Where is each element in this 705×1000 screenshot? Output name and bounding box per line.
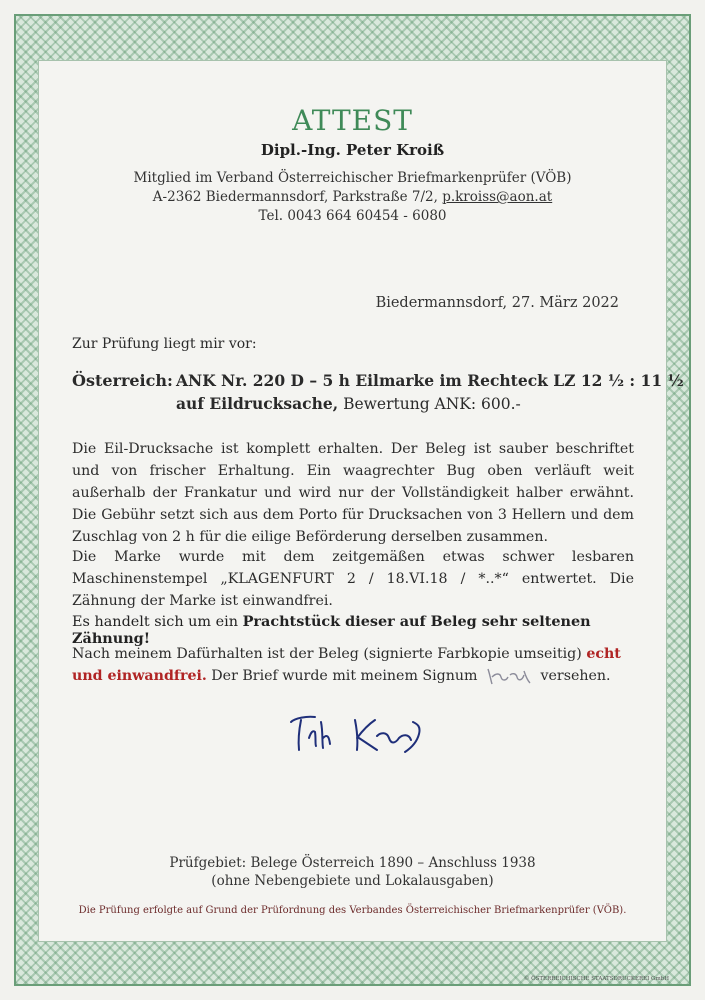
- subject-country: Österreich:: [72, 371, 173, 390]
- membership-line: Mitglied im Verband Österreichischer Briefmarkenprüfer (VÖB): [133, 170, 572, 186]
- signature: [285, 708, 435, 762]
- examiner-name: Dipl.-Ing. Peter Kroiß: [260, 141, 445, 159]
- highlight-bold: Prachtstück dieser auf Beleg sehr seltenen Zähnung!: [72, 613, 591, 647]
- verdict-flawless: und einwandfrei.: [72, 668, 207, 684]
- address-line: [0, 189, 705, 205]
- intro-line: Zur Prüfung liegt mir vor:: [72, 336, 257, 352]
- subject-valuation: Bewertung ANK: 600.-: [338, 395, 521, 413]
- email-link[interactable]: p.kroiss@aon.at: [442, 189, 553, 205]
- verdict-signum-text: Der Brief wurde mit meinem Signum: [206, 668, 482, 684]
- date-line: Biedermannsdorf, 27. März 2022: [375, 295, 619, 311]
- certificate-title: ATTEST: [292, 104, 413, 137]
- printer-imprint: © ÖSTERREICHISCHE STAATSDRUCKEREI GmbH: [523, 976, 669, 982]
- highlight-intro: Es handelt sich um ein: [72, 614, 243, 630]
- paragraph-verdict: [72, 643, 634, 687]
- verdict-end: versehen.: [536, 668, 611, 684]
- verdict-genuine: echt: [586, 646, 621, 662]
- subject-line-1: [176, 371, 684, 390]
- subject-catalog: ANK Nr. 220 D – 5 h Eilmarke im Rechteck LZ 12 ½ : 11 ½: [176, 371, 684, 390]
- paragraph-highlight: [72, 613, 634, 647]
- subject-line-2: [176, 394, 521, 413]
- paragraph-cancellation: Die Marke wurde mit dem zeitgemäßen etwas schwer lesbaren Maschinenstempel „KLAGENFURT 2 / 18.VI.18 / *..*“ entwertet. Die Zähnung der Marke ist einwandfrei.: [72, 549, 634, 609]
- footer-exam-area: Prüfgebiet: Belege Österreich 1890 – Anschluss 1938: [169, 855, 536, 871]
- footer-exclusions: (ohne Nebengebiete und Lokalausgaben): [211, 873, 494, 889]
- signum-mark: [482, 665, 536, 687]
- verdict-text: Nach meinem Dafürhalten ist der Beleg (signierte Farbkopie umseitig): [72, 646, 587, 662]
- paragraph-condition: Die Eil-Drucksache ist komplett erhalten. Der Beleg ist sauber beschriftet und von frischer Erhaltung. Ein waagrechter Bug oben verläuft weit außerhalb der Frankatur und wird nur der Vollständigkeit halber erwähnt. Die Gebühr setzt sich aus dem Porto für Drucksachen von 3 Hellern und dem Zuschlag von 2 h für die eilige Beförderung derselben zusammen.: [72, 441, 634, 545]
- address-text: A-2362 Biedermannsdorf, Parkstraße 7/2,: [152, 189, 443, 205]
- subject-item: auf Eildrucksache,: [176, 394, 339, 413]
- footer-note: Die Prüfung erfolgte auf Grund der Prüfordnung des Verbandes Österreichischer Briefmarkenprüfer (VÖB).: [78, 905, 627, 916]
- phone-line: Tel. 0043 664 60454 - 6080: [258, 208, 447, 224]
